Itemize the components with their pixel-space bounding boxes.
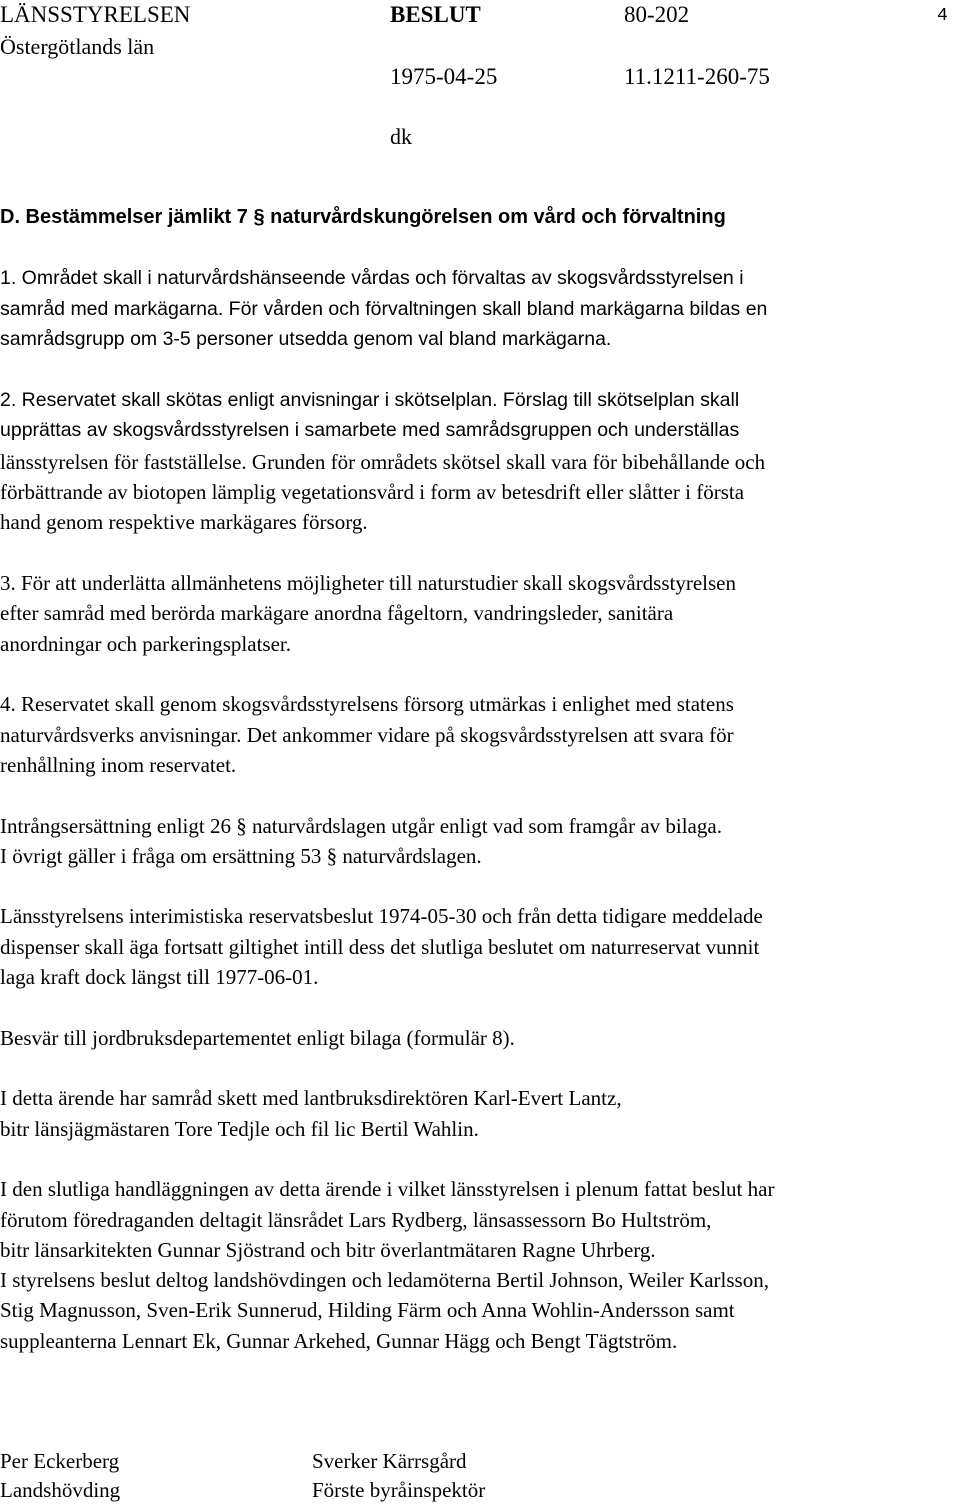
body-line: I detta ärende har samråd skett med lantbruksdirektören Karl-Evert Lantz, <box>0 1086 622 1110</box>
body-line: anordningar och parkeringsplatser. <box>0 632 291 656</box>
body-line: Intrångsersättning enligt 26 § naturvårdslagen utgår enligt vad som framgår av bilaga. <box>0 814 722 838</box>
body-line: renhållning inom reservatet. <box>0 753 237 777</box>
body-line: Besvär till jordbruksdepartementet enligt bilaga (formulär 8). <box>0 1026 515 1050</box>
body-line: dispenser skall äga fortsatt giltighet intill dess det slutliga beslutet om naturreservat vunnit <box>0 935 760 959</box>
county-name: Östergötlands län <box>0 34 155 59</box>
body-line: upprättas av skogsvårdsstyrelsen i samarbete med samrådsgruppen och underställas <box>0 419 740 441</box>
body-line: samråd med markägarna. För vården och förvaltningen skall bland markägarna bildas en <box>0 298 768 320</box>
signatory-title: Förste byråinspektör <box>312 1478 486 1502</box>
body-line: förbättrande av biotopen lämplig vegetationsvård i form av betesdrift eller slåtter i första <box>0 480 745 504</box>
body-line: bitr länsjägmästaren Tore Tedjle och fil lic Bertil Wahlin. <box>0 1117 479 1141</box>
body-line: Stig Magnusson, Sven-Erik Sunnerud, Hilding Färm och Anna Wohlin-Andersson samt <box>0 1298 735 1322</box>
reference-number: 11.1211-260-75 <box>624 64 770 89</box>
body-line: I styrelsens beslut deltog landshövdingen och ledamöterna Bertil Johnson, Weiler Karlsson, <box>0 1268 769 1292</box>
body-line: I den slutliga handläggningen av detta ärende i vilket länsstyrelsen i plenum fattat beslut har <box>0 1177 775 1201</box>
body-line: 1. Området skall i naturvårdshänseende vårdas och förvaltas av skogsvårdsstyrelsen i <box>0 267 744 289</box>
signatory-name: Sverker Kärrsgård <box>312 1449 467 1473</box>
body-line: naturvårdsverks anvisningar. Det ankommer vidare på skogsvårdsstyrelsen att svara för <box>0 723 734 747</box>
body-line: suppleanterna Lennart Ek, Gunnar Arkehed, Gunnar Hägg och Bengt Tägtström. <box>0 1329 678 1353</box>
body-line: laga kraft dock längst till 1977-06-01. <box>0 965 319 989</box>
body-line: samrådsgrupp om 3-5 personer utsedda genom val bland markägarna. <box>0 328 612 350</box>
decision-date: 1975-04-25 <box>390 64 498 89</box>
body-line: bitr länsarkitekten Gunnar Sjöstrand och bitr överlantmätaren Ragne Uhrberg. <box>0 1238 656 1262</box>
body-line: hand genom respektive markägares försorg. <box>0 510 368 534</box>
body-line: 3. För att underlätta allmänhetens möjligheter till naturstudier skall skogsvårdsstyrelsen <box>0 571 737 595</box>
body-line: förutom föredraganden deltagit länsrådet Lars Rydberg, länsassessorn Bo Hultström, <box>0 1208 712 1232</box>
initials: dk <box>390 124 412 149</box>
section-heading: D. Bestämmelser jämlikt 7 § naturvårdskungörelsen om vård och förvaltning <box>0 206 726 228</box>
document-type: BESLUT <box>390 2 481 27</box>
document-number: 80-202 <box>624 2 690 27</box>
signatory-title: Landshövding <box>0 1478 121 1502</box>
page-number: 4 <box>937 6 948 26</box>
body-line: Länsstyrelsens interimistiska reservatsbeslut 1974-05-30 och från detta tidigare meddelade <box>0 904 763 928</box>
body-line: länsstyrelsen för fastställelse. Grunden för områdets skötsel skall vara för bibehållande och <box>0 450 766 474</box>
body-line: I övrigt gäller i fråga om ersättning 53 § naturvårdslagen. <box>0 844 482 868</box>
body-line: 2. Reservatet skall skötas enligt anvisningar i skötselplan. Förslag till skötselplan skall <box>0 389 740 411</box>
body-line: efter samråd med berörda markägare anordna fågeltorn, vandringsleder, sanitära <box>0 601 674 625</box>
authority-name: LÄNSSTYRELSEN <box>0 2 191 27</box>
body-line: 4. Reservatet skall genom skogsvårdsstyrelsens försorg utmärkas i enlighet med statens <box>0 692 734 716</box>
signatory-name: Per Eckerberg <box>0 1449 120 1473</box>
